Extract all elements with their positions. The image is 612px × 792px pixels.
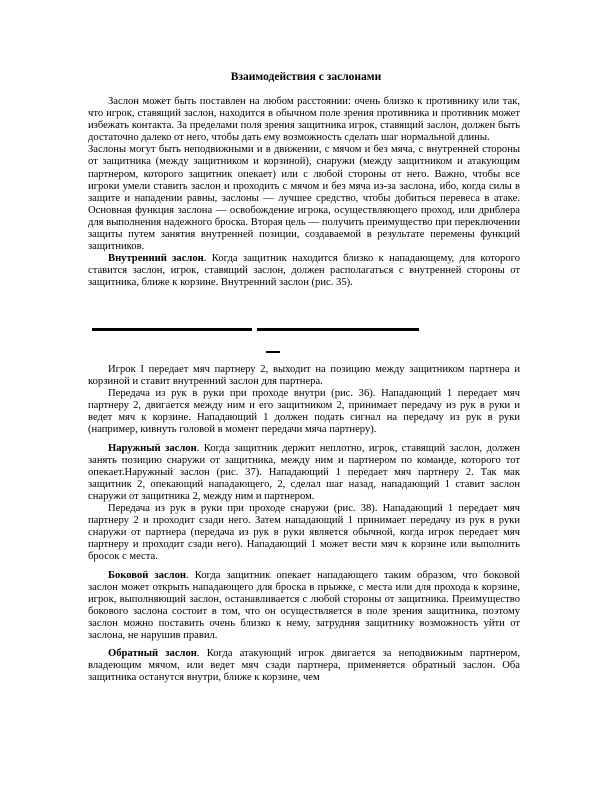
back-screen-text: . Когда атакующий игрок двигается за неподвижным партнером, владеющим мячом, или ведет мяч сзади партнера, применяется обратный заслон. Оба защитника останутся внутри, ближе к корзине, чем xyxy=(88,648,520,684)
side-screen-text: . Когда защитник опекает нападающего таким образом, что боковой заслон может открыть нападающего для броска в прыжке, с места или для прохода к корзине, игрок, выполняющий заслон, останавливается с любой стороны от защитника. Преимущество бокового заслона состоит в том, что он осуществляется в поле зрения защитника, поэтому заслон можно поставить очень близко к нему, затрудняя защитнику возможность уйти от заслона, не нарушив правил. xyxy=(88,569,520,641)
section-screens-intro xyxy=(88,96,520,290)
paragraph-screen-types: Заслоны могут быть неподвижными и в движении, с мячом и без мяча, с внутренней стороны от защитника (между защитником и корзиной), снаружи (между защитником и атакующим партнером, которого защитник опекает) или с любой стороны от него. Важно, чтобы все игроки умели ставить заслон и проходить с мячом и без мяча из-за заслона, ибо, когда силы в защите и нападении равны, заслоны — лучшее средство, чтобы добиться перевеса в атаке. Основная функция заслона — освобождение игрока, осуществляющего проход, или дриблера для выполнения надежного броска. Вторая цель — получить преимущество при переключении защиты путем занятия внутренней позиции, создаваемой в результате перемены функций защитников. xyxy=(88,144,520,253)
paragraph-handoff-outside: Передача из рук в руки при проходе снаружи (рис. 38). Нападающий 1 передает мяч партнеру 2 и проходит сзади него. Затем нападающий 1 принимает передачу из рук в руки снаружи от партнера (передача из рук в руки является обычной, когда игрок передает мяч партнеру и проходит сзади него). Нападающий 1 может вести мяч к корзине или выполнить бросок с места. xyxy=(88,503,520,563)
heading-back-screen: Обратный заслон xyxy=(108,648,197,660)
paragraph-side-screen xyxy=(88,570,520,643)
heading-side-screen: Боковой заслон xyxy=(108,569,186,581)
paragraph-outer-screen xyxy=(88,443,520,503)
paragraph-screen-distance: Заслон может быть поставлен на любом расстоянии: очень близко к противнику или так, что игрок, ставящий заслон, находится в обычном поле зрения противника и противник может избежать контакта. За пределами поля зрения защитника игрок, ставящий заслон, должен быть достаточно далеко от него, чтобы дать ему возможность сделать шаг нормальной длины. xyxy=(88,96,520,144)
paragraph-player-pass: Игрок I передает мяч партнеру 2, выходит на позицию между защитником партнера и корзиной и ставит внутренний заслон для партнера. xyxy=(88,364,520,388)
figure-rule-right xyxy=(257,328,419,331)
inner-screen-text: . Когда защитник находится близко к нападающему, для которого ставится заслон, игрок, ставящий заслон, должен располагаться с внутренней стороны от защитника, ближе к корзине. Внутренний заслон (рис. 35). xyxy=(88,253,520,289)
heading-inner-screen: Внутренний заслон xyxy=(108,253,204,265)
figure-rule-left xyxy=(92,328,252,331)
outer-screen-text: . Когда защитник держит неплотно, игрок, ставящий заслон, должен занять позицию снаружи от защитника, между ним и партнером по команде, которого тот опекает.Наружный заслон (рис. 37). Нападающий 1 передает мяч партнеру 2. Так мак защитник 2, опекающий нападающего, 2, сделал шаг назад, нападающий 1 ставит заслон снаружи от защитника 2, между ним и партнером. xyxy=(88,442,520,502)
page-title: Взаимодействия с заслонами xyxy=(230,71,382,83)
heading-outer-screen: Наружный заслон xyxy=(108,442,197,454)
paragraph-handoff-inside: Передача из рук в руки при проходе внутри (рис. 36). Нападающий 1 передает мяч партнеру 2, двигается между ним и его защитником 2, принимает передачу из рук в руки и ведет мяч к корзине. Нападающий 1 должен подать сигнал на передачу из рук в руки (например, кивнуть головой в момент передачи мяча партнеру). xyxy=(88,388,520,436)
paragraph-back-screen xyxy=(88,648,520,684)
paragraph-inner-screen xyxy=(88,253,520,289)
section-screen-variants xyxy=(88,364,520,684)
figure-dash xyxy=(266,351,280,353)
